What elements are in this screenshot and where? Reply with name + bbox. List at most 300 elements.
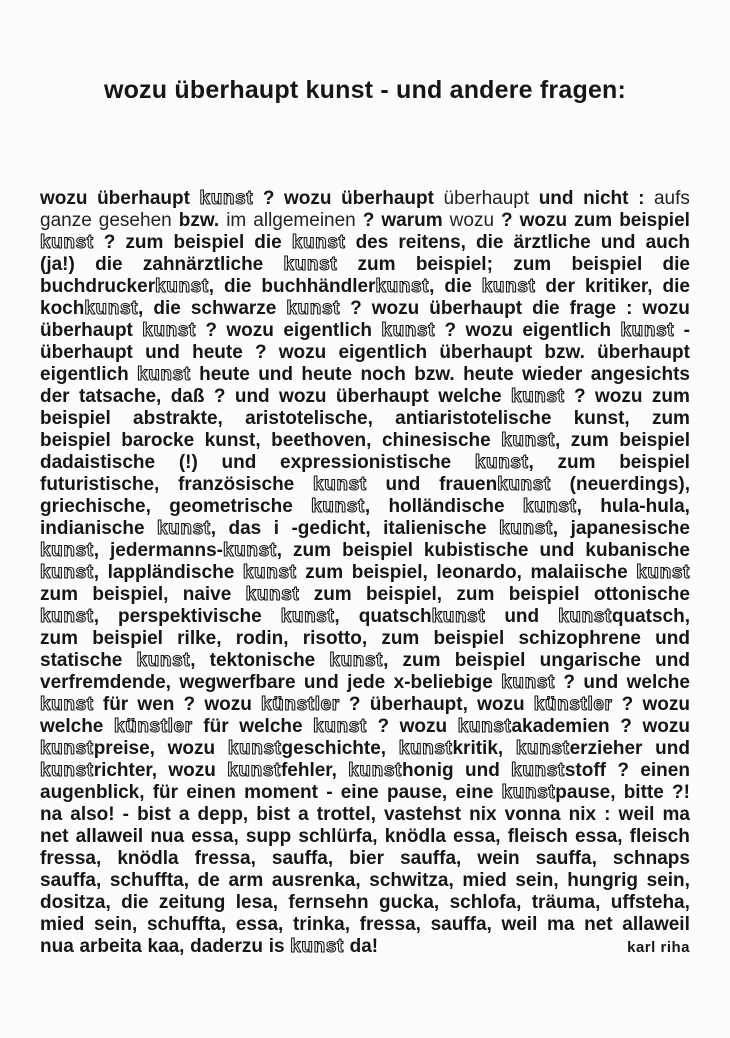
poem-word: eigentlich	[283, 320, 372, 341]
poem-word: heute	[199, 364, 250, 385]
poem-word: vonna	[504, 804, 561, 825]
poem-word: die	[662, 254, 690, 275]
poem-word: uffsteha,	[610, 892, 690, 913]
poem-word: ganze	[40, 210, 92, 231]
poem-line	[40, 364, 690, 386]
poem-word: beispiel	[571, 254, 643, 275]
poem-word: beispiel,	[351, 562, 428, 583]
poem-word: schuffta,	[109, 870, 190, 891]
poem-word: allaweil	[622, 914, 690, 935]
poem-line	[40, 584, 690, 606]
poem-word: kunst	[40, 694, 94, 715]
poem-word: wozu	[167, 738, 216, 759]
poem-word: der	[545, 276, 575, 297]
poem-word: wozu	[168, 760, 216, 781]
poem-line	[40, 804, 690, 826]
poem-word: zum	[357, 254, 396, 275]
poem-word: und	[258, 364, 294, 385]
poem-line	[40, 628, 690, 650]
poem-word: kunstfehler,	[227, 760, 337, 781]
poem-word: wozu	[519, 210, 568, 231]
poem-word: nix	[469, 804, 497, 825]
poem-word: die	[121, 892, 149, 913]
poem-word: kritiker,	[584, 276, 653, 297]
poem-word: rilke,	[177, 628, 222, 649]
poem-word: kunstgeschichte,	[227, 738, 387, 759]
poem-word: ?	[213, 386, 226, 407]
poem-word: indianische	[40, 518, 145, 539]
poem-word: welche	[438, 386, 502, 407]
poem-word: heute	[463, 364, 514, 385]
poem-body	[40, 188, 690, 958]
poem-word: tektonische	[209, 650, 316, 671]
poem-word: kunst,	[522, 496, 582, 517]
poem-word: die	[95, 254, 123, 275]
poem-word: kunst	[620, 320, 675, 341]
poem-word: wozu	[371, 298, 420, 319]
poem-word: nua	[150, 826, 185, 847]
poem-word: kunst,	[40, 540, 99, 561]
poem-word: beispiel	[508, 584, 580, 605]
poem-word: kunst,	[474, 452, 534, 473]
poem-word: ma	[662, 804, 690, 825]
poem-word: beispiel,	[366, 584, 443, 605]
poem-word: beispiel	[40, 430, 111, 451]
poem-word: und	[583, 672, 619, 693]
poem-word: bist	[256, 804, 291, 825]
poem-line	[40, 342, 690, 364]
poem-word: schwarze	[190, 298, 277, 319]
poem-word: ?!	[672, 782, 690, 803]
poem-word: also!	[70, 804, 115, 825]
poem-word: zum	[557, 452, 596, 473]
poem-word: moment	[244, 782, 318, 803]
poem-word: die	[662, 276, 690, 297]
poem-word: die	[444, 276, 472, 297]
poem-word: ärztliche	[513, 232, 591, 253]
poem-word: welche	[40, 716, 104, 737]
poem-word: zeitung	[158, 892, 226, 913]
poem-word: und	[655, 650, 690, 671]
poem-word: knödla	[117, 848, 179, 869]
poem-line	[40, 650, 690, 672]
poem-word: -	[683, 320, 690, 341]
poem-word: fressa,	[194, 848, 256, 869]
poem-word: zum	[293, 540, 332, 561]
poem-word: beispiel,	[92, 584, 169, 605]
poem-word: hungrig	[567, 870, 638, 891]
poem-word: ?	[501, 210, 513, 231]
poem-word: kunst,	[573, 408, 630, 429]
poem-word: für	[152, 782, 179, 803]
poem-word: -gedicht,	[291, 518, 371, 539]
poem-word: und	[385, 474, 421, 495]
poem-word: zum	[651, 408, 690, 429]
poem-word: ?	[262, 188, 275, 209]
poem-word: sein,	[515, 870, 559, 891]
poem-word: ?	[444, 320, 457, 341]
poem-word: daß	[170, 386, 205, 407]
poem-word: allaweil	[75, 826, 144, 847]
poem-word: schizophrene	[518, 628, 641, 649]
poem-line	[40, 496, 690, 518]
poem-line	[40, 562, 690, 584]
poem-line	[40, 408, 690, 430]
poem-word: arm	[228, 870, 264, 891]
poem-word: das	[228, 518, 262, 539]
poem-word: kunst	[313, 716, 367, 737]
poem-word: überhaupt	[40, 320, 133, 341]
poem-word: a	[298, 804, 309, 825]
poem-word: wieder	[522, 364, 583, 385]
poem-word: kunst,	[311, 496, 371, 517]
poem-word: und	[600, 232, 636, 253]
poem-word: wozu	[642, 694, 690, 715]
poem-word: frage	[569, 298, 617, 319]
poem-word: kunst	[242, 562, 297, 583]
poem-word: des	[355, 232, 389, 253]
poem-line	[40, 320, 690, 342]
poem-line	[40, 672, 690, 694]
poem-word: :	[626, 298, 633, 319]
poem-word: ?	[103, 232, 116, 253]
poem-line	[40, 760, 690, 782]
poem-word: (!)	[178, 452, 198, 473]
poem-word: beispiel	[342, 540, 413, 561]
poem-word: net	[584, 914, 613, 935]
poem-word: beispiel	[619, 210, 690, 231]
poem-word: leonardo,	[436, 562, 522, 583]
poem-word: und	[655, 738, 690, 759]
poem-word: ?	[362, 210, 375, 231]
poem-word: überhaupt,	[369, 694, 468, 715]
poem-word: angesichts	[590, 364, 690, 385]
poem-word: und	[465, 760, 500, 781]
poem-word: ?	[617, 760, 629, 781]
poem-word: :	[604, 804, 611, 825]
poem-line	[40, 782, 690, 804]
poem-word: -	[122, 804, 129, 825]
poem-word: pause,	[386, 782, 448, 803]
poem-word: kunstquatsch,	[558, 606, 690, 627]
poem-word: kunsterzieher	[515, 738, 643, 759]
poem-word: zum	[456, 584, 495, 605]
poem-word: eigentlich	[338, 342, 428, 363]
poem-word: kunst	[199, 188, 254, 209]
poem-word: und	[234, 386, 270, 407]
poem-line	[40, 606, 690, 628]
poem-word: aristotelische,	[245, 408, 373, 429]
poem-word: zum	[381, 628, 420, 649]
poem-word: künstler	[533, 694, 613, 715]
poem-word: antiaristotelische	[395, 408, 552, 429]
poem-line	[40, 892, 690, 914]
poem-word: die	[153, 298, 181, 319]
poem-word: kunst	[40, 232, 94, 253]
poem-word: ?	[205, 320, 217, 341]
poem-word: beispiel	[454, 650, 526, 671]
poem-word: de	[197, 870, 220, 891]
poem-word: nicht	[583, 188, 629, 209]
poem-word: überhaupt	[443, 188, 530, 209]
poem-word: bier	[349, 848, 385, 869]
poem-word: jede	[347, 672, 386, 693]
poem-word: zum	[40, 628, 78, 649]
poem-word: ausrenka,	[271, 870, 361, 891]
poem-word: wen	[137, 694, 175, 715]
poem-word: heute	[192, 342, 243, 363]
poem-word: kochkunst,	[40, 298, 144, 319]
poem-word: welche	[626, 672, 690, 693]
poem-word: fressa,	[359, 914, 421, 935]
poem-line	[40, 276, 690, 298]
poem-word: kunst	[636, 562, 690, 583]
poem-word: expressionistische	[280, 452, 452, 473]
poem-word: ottonische	[593, 584, 690, 605]
poem-word: gesehen	[98, 210, 172, 231]
poem-word: kunst,	[136, 650, 196, 671]
poem-word: vastehst	[383, 804, 462, 825]
poem-word: heute	[301, 364, 353, 385]
poem-word: beispiel	[433, 628, 505, 649]
poem-word: und	[221, 452, 257, 473]
poem-word: und	[504, 606, 540, 627]
poem-word: eigentlich	[522, 320, 612, 341]
poem-word: jedermanns-kunst,	[110, 540, 282, 561]
poem-word: essa,	[575, 826, 623, 847]
poem-word: schlofa,	[449, 892, 522, 913]
poem-word: chinesische	[381, 430, 491, 451]
poem-word: kunst	[510, 386, 565, 407]
poem-word: fernsehn	[288, 892, 369, 913]
poem-word: lappländische	[107, 562, 235, 583]
poem-word: kunstkritik,	[398, 738, 504, 759]
poem-word: fleisch	[507, 826, 568, 847]
poem-word: im	[226, 210, 247, 231]
poem-word: sein,	[646, 870, 690, 891]
poem-word: wozu	[226, 320, 274, 341]
poem-word: zum	[513, 254, 552, 275]
poem-line	[40, 210, 690, 232]
poem-word: kunst	[481, 276, 536, 297]
poem-author-signature: karl riha	[627, 939, 690, 956]
poem-word: für	[102, 694, 129, 715]
poem-word: lesa,	[235, 892, 279, 913]
poem-word: wozu	[399, 716, 448, 737]
poem-word: zum	[313, 584, 352, 605]
poem-word: sauffa,	[535, 848, 597, 869]
poem-line	[40, 848, 690, 870]
poem-word: wozu	[642, 716, 690, 737]
poem-word: und	[145, 342, 180, 363]
poem-line	[40, 518, 690, 540]
poem-word: zum	[402, 650, 441, 671]
poem-word: beispiel	[40, 408, 111, 429]
poem-word: ?	[183, 694, 196, 715]
poem-word: die	[254, 232, 282, 253]
poem-word: ?	[254, 342, 267, 363]
poem-word: fleisch	[629, 826, 690, 847]
poem-word: kunst,	[329, 650, 389, 671]
poem-word: kunstrichter,	[40, 760, 158, 781]
poem-word: überhaupt	[335, 386, 429, 407]
poem-word: buchdruckerkunst,	[40, 276, 215, 297]
poem-word: bitte	[623, 782, 664, 803]
poem-word: abstrakte,	[133, 408, 223, 429]
poem-word: zum	[40, 584, 78, 605]
poem-word: überhaupt	[429, 298, 523, 319]
poem-word: beethoven,	[271, 430, 372, 451]
poem-word: is	[268, 936, 285, 957]
poem-word: künstler	[113, 716, 193, 737]
poem-word: sauffa,	[400, 848, 462, 869]
poem-word: augenblick,	[40, 782, 145, 803]
poem-word: net	[40, 826, 69, 847]
poem-word: kubanische	[585, 540, 690, 561]
poem-word: essa,	[453, 826, 501, 847]
poem-word: wozu	[642, 298, 690, 319]
poem-word: und	[655, 628, 690, 649]
poem-word: kunst	[313, 474, 367, 495]
poem-word: naive	[182, 584, 232, 605]
poem-word: träuma,	[531, 892, 601, 913]
poem-line	[40, 936, 690, 958]
poem-word: zahnärztliche	[142, 254, 264, 275]
poem-word: zum	[125, 232, 164, 253]
poem-line	[40, 694, 690, 716]
poem-line	[40, 540, 690, 562]
poem-word: trinka,	[292, 914, 350, 935]
poem-word: französische	[178, 474, 295, 495]
poem-word: nix	[568, 804, 597, 825]
poem-word: tatsache,	[78, 386, 162, 407]
poem-word: (ja!)	[40, 254, 75, 275]
poem-word: quatschkunst	[358, 606, 486, 627]
poem-word: ?	[621, 694, 634, 715]
poem-word: wozu	[279, 386, 327, 407]
poem-word: da!	[349, 936, 379, 957]
poem-word: bzw.	[414, 364, 455, 385]
poem-line	[40, 386, 690, 408]
poem-word: griechische,	[40, 496, 151, 517]
poem-word: der	[40, 386, 70, 407]
poem-word: kunst	[381, 320, 436, 341]
poem-word: bzw.	[178, 210, 220, 231]
poem-word: kunst	[286, 298, 341, 319]
poem-word: daderzu	[190, 936, 263, 957]
poem-word: verfremdende,	[40, 672, 171, 693]
poem-word: bist	[137, 804, 171, 825]
poem-word: -	[326, 782, 333, 803]
poem-word: wein	[477, 848, 520, 869]
poem-word: wegwerfbare	[179, 672, 296, 693]
poem-word: für	[203, 716, 229, 737]
poem-word: frauenkunst	[439, 474, 551, 495]
poem-word: kunst,	[40, 562, 99, 583]
poem-word: hula-hula,	[600, 496, 690, 517]
poem-word: perspektivische	[118, 606, 262, 627]
poem-word: zum	[570, 430, 609, 451]
poem-line	[40, 298, 690, 320]
poem-word: trottel,	[316, 804, 376, 825]
poem-word: beispiel;	[415, 254, 493, 275]
poem-word: die	[532, 298, 560, 319]
poem-word: und	[539, 540, 575, 561]
poem-word: schnaps	[612, 848, 690, 869]
poem-line	[40, 716, 690, 738]
poem-word: sauffa,	[430, 914, 492, 935]
poem-word: knödla	[384, 826, 446, 847]
poem-word: sauffa,	[271, 848, 334, 869]
poem-word: kunstpreise,	[40, 738, 155, 759]
poem-word: beispiel	[173, 232, 245, 253]
poem-word: überhaupt	[341, 188, 434, 209]
poem-word: eine	[340, 782, 379, 803]
poem-word: futuristische,	[40, 474, 160, 495]
poem-line	[40, 232, 690, 254]
poem-word: aufs	[653, 188, 690, 209]
poem-word: depp,	[197, 804, 249, 825]
poem-last-line-text	[40, 936, 378, 958]
poem-word: beispiel	[619, 430, 690, 451]
poem-word: wozu	[40, 188, 88, 209]
poem-word: a	[178, 804, 190, 825]
poem-word: dositza,	[40, 892, 111, 913]
poem-word: holländische	[388, 496, 505, 517]
poem-word: schwitza,	[369, 870, 454, 891]
poem-word: noch	[360, 364, 406, 385]
poem-word: ?	[350, 298, 362, 319]
poem-word: kunst,	[499, 518, 559, 539]
poem-word: überhaupt	[597, 342, 690, 363]
poem-word: kubistische	[423, 540, 529, 561]
poem-word: einen	[186, 782, 236, 803]
poem-word: kunst	[290, 936, 344, 957]
poem-line	[40, 914, 690, 936]
poem-word: wozu	[465, 320, 514, 341]
poem-word: bzw.	[544, 342, 585, 363]
poem-word: kunstakademien	[457, 716, 610, 737]
poem-line	[40, 474, 690, 496]
poem-word: die	[476, 232, 504, 253]
poem-word: eigentlich	[40, 364, 129, 385]
poem-word: wozu	[449, 210, 495, 231]
poem-word: schuffta,	[146, 914, 227, 935]
poem-word: schlürfa,	[298, 826, 378, 847]
poem-word: und	[303, 672, 339, 693]
poem-word: ?	[377, 716, 390, 737]
poem-word: i	[273, 518, 279, 539]
poem-line	[40, 738, 690, 760]
poem-word: ?	[563, 672, 575, 693]
poem-word: auch	[645, 232, 690, 253]
poem-word: :	[638, 188, 645, 209]
poem-word: kunst,	[204, 430, 261, 451]
poem-word: weil	[501, 914, 538, 935]
poem-word: warum	[381, 210, 443, 231]
poem-word: kunst	[142, 320, 196, 341]
poem-word: zum	[574, 210, 613, 231]
poem-word: allgemeinen	[253, 210, 356, 231]
poem-word: kunst	[245, 584, 300, 605]
poem-word: kunststoff	[511, 760, 607, 781]
poem-word: buchhändlerkunst,	[261, 276, 435, 297]
poem-word: ?	[620, 716, 632, 737]
poem-word: kunst,	[280, 606, 340, 627]
poem-word: die	[224, 276, 252, 297]
poem-word: sein,	[94, 914, 138, 935]
poem-word: einen	[640, 760, 690, 781]
